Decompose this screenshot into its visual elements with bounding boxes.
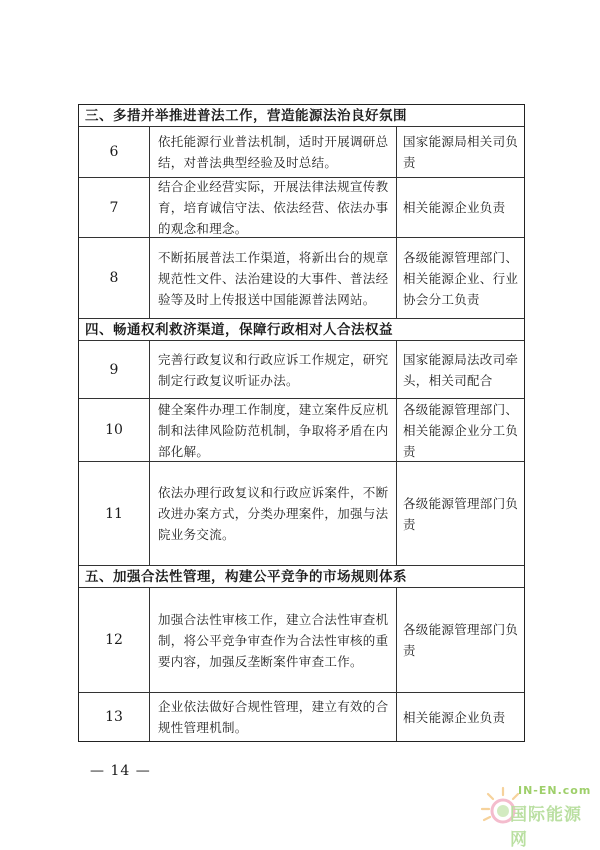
row-number: 13 [79,693,150,741]
table-row [79,462,524,566]
row-number: 12 [79,588,150,692]
row-responsible: 各级能源管理部门负责 [403,622,519,658]
row-number: 8 [79,238,150,318]
table-row [79,588,524,693]
row-description: 依托能源行业普法机制，适时开展调研总结，对普法典型经验及时总结。 [150,127,397,177]
row-number: 6 [79,127,150,177]
watermark-en: IN-EN.com [518,784,592,797]
watermark-cn: 国际能源网 [510,805,582,850]
row-number: 11 [79,462,150,565]
row-responsible: 相关能源企业负责 [403,200,506,215]
row-description: 结合企业经营实际，开展法律法规宣传教育，培育诚信守法、依法经营、依法办事的观念和理念。 [150,178,397,237]
page-number: — 14 — [90,763,151,779]
table-row [79,178,524,238]
table-row [79,341,524,399]
section-header-4: 四、畅通权利救济渠道，保障行政相对人合法权益 [79,319,524,341]
watermark-logo [478,780,596,850]
section-header-5: 五、加强合法性管理，构建公平竞争的市场规则体系 [79,566,524,588]
row-number: 10 [79,399,150,461]
row-description: 完善行政复议和行政应诉工作规定，研究制定行政复议听证办法。 [150,341,397,398]
row-description: 不断拓展普法工作渠道，将新出台的规章规范性文件、法治建设的大事件、普法经验等及时上传报送中国能源普法网站。 [150,238,397,318]
row-responsible: 相关能源企业负责 [403,709,506,725]
row-responsible: 各级能源管理部门、相关能源企业分工负责 [403,401,519,459]
row-description: 健全案件办理工作制度，建立案件反应机制和法律风险防范机制，争取将矛盾在内部化解。 [150,399,397,461]
work-plan-table [78,104,525,742]
row-responsible: 各级能源管理部门、相关能源企业、行业协会分工负责 [403,249,519,307]
table-row [79,399,524,462]
table-row [79,693,524,741]
section-header-3: 三、多措并举推进普法工作，营造能源法治良好氛围 [79,105,524,127]
row-responsible: 国家能源局相关司负责 [403,134,519,170]
row-responsible: 各级能源管理部门负责 [403,495,519,532]
row-description: 企业依法做好合规性管理，建立有效的合规性管理机制。 [150,693,397,741]
table-row [79,127,524,178]
table-row [79,238,524,319]
row-description: 依法办理行政复议和行政应诉案件，不断改进办案方式，分类办理案件，加强与法院业务交流。 [150,462,397,565]
row-description: 加强合法性审核工作，建立合法性审查机制，将公平竞争审查作为合法性审核的重要内容，加强反垄断案件审查工作。 [150,588,397,692]
row-number: 7 [79,178,150,237]
row-responsible: 国家能源局法改司牵头，相关司配合 [403,351,519,388]
row-number: 9 [79,341,150,398]
